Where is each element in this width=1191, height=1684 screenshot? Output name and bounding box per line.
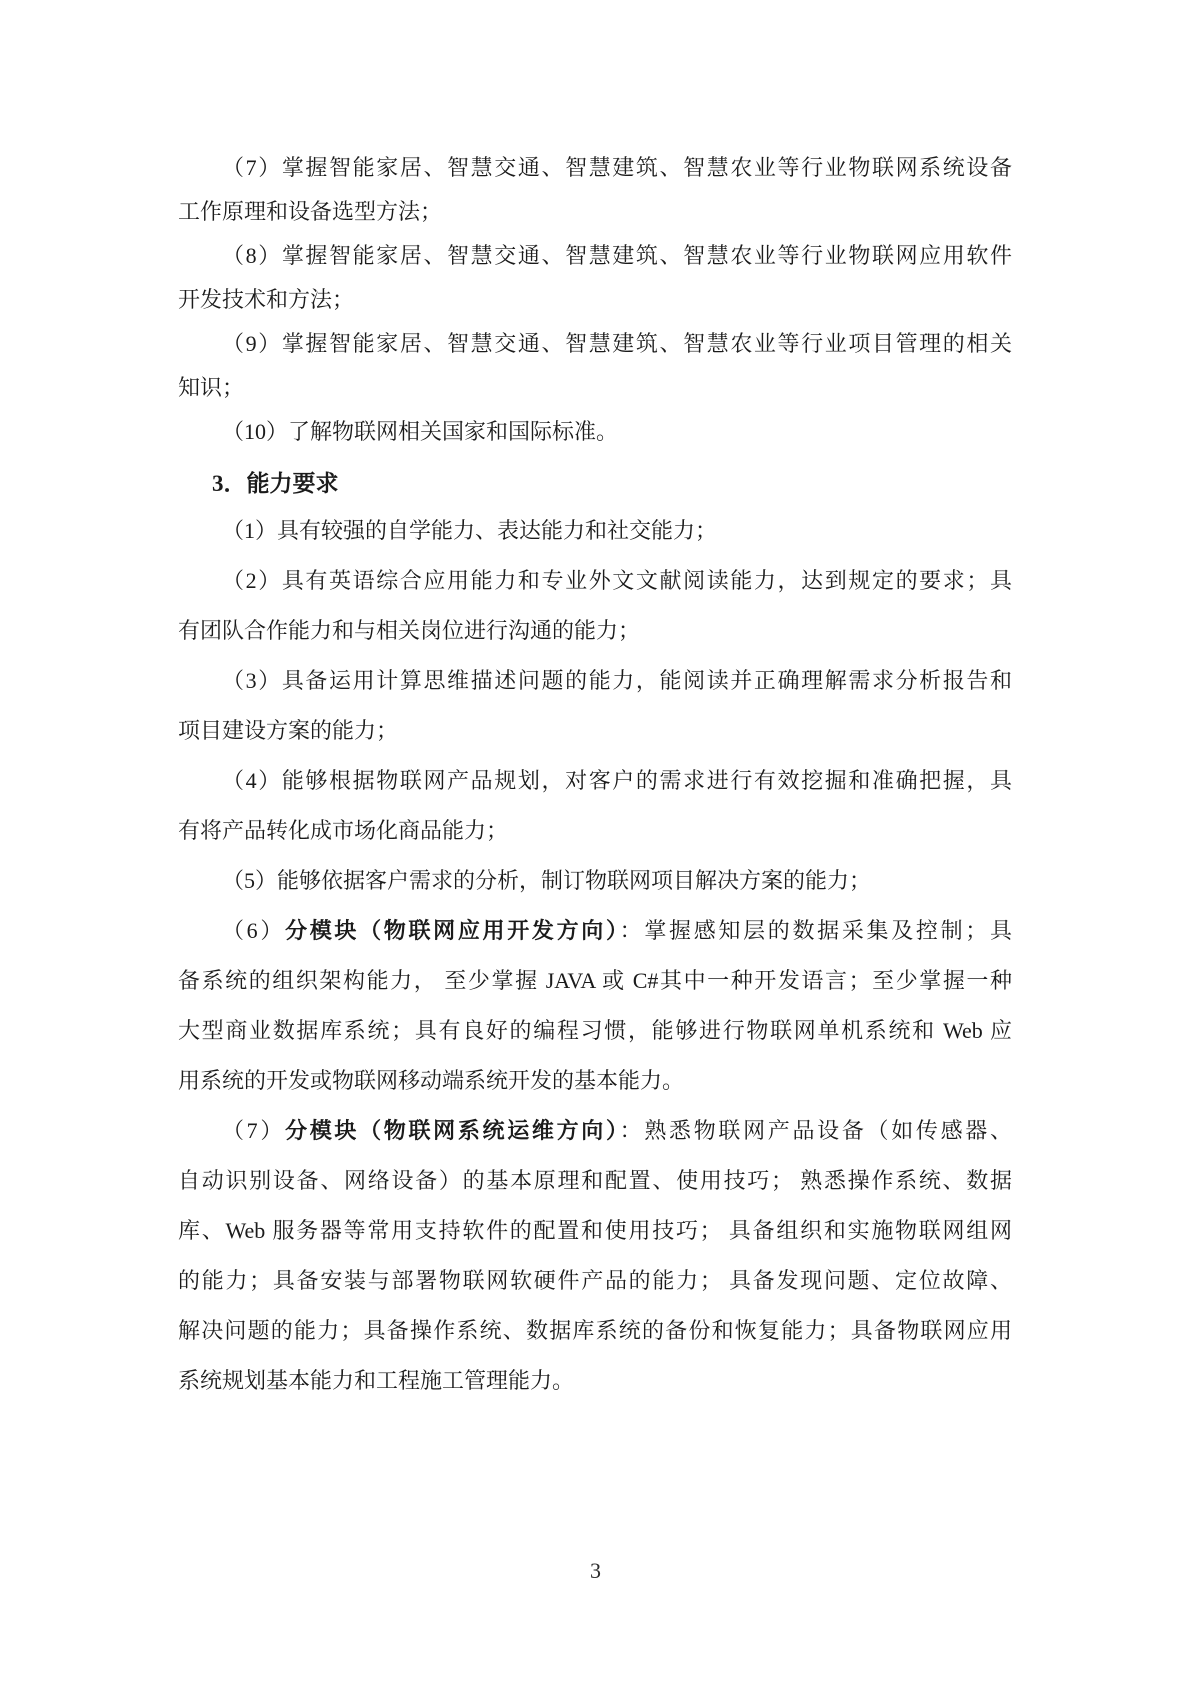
paragraph (178, 410, 1012, 454)
paragraph (178, 462, 1012, 506)
text-line (178, 956, 1012, 1006)
text-block (178, 146, 1012, 1406)
text-run: 库、Web 服务器等常用支持软件的配置和使用技巧； 具备组织和实施物联网组网 (178, 1218, 1012, 1243)
text-line (178, 1306, 1012, 1356)
text-line (178, 146, 1012, 190)
text-line (178, 1106, 1012, 1156)
text-line (178, 656, 1012, 706)
text-run: （1）具有较强的自学能力、表达能力和社交能力； (222, 518, 718, 543)
text-line (178, 1256, 1012, 1306)
paragraph (178, 906, 1012, 1106)
text-line (178, 706, 1012, 756)
text-run: 自动识别设备、网络设备）的基本原理和配置、使用技巧； 熟悉操作系统、数据 (178, 1168, 1012, 1193)
paragraph (178, 656, 1012, 756)
knowledge-items (178, 146, 1012, 454)
text-line (178, 190, 1012, 234)
text-line (178, 1006, 1012, 1056)
page-footer (0, 1556, 1191, 1586)
text-run: 备系统的组织架构能力， 至少掌握 JAVA 或 C#其中一种开发语言；至少掌握一种 (178, 968, 1012, 993)
text-line (178, 906, 1012, 956)
text-line (178, 806, 1012, 856)
paragraph (178, 856, 1012, 906)
text-line (178, 1356, 1012, 1406)
paragraph (178, 506, 1012, 556)
text-run: ：掌握感知层的数据采集及控制；具 (619, 918, 1012, 943)
text-line (178, 756, 1012, 806)
text-run: 用系统的开发或物联网移动端系统开发的基本能力。 (178, 1068, 685, 1093)
text-run: 知识； (178, 375, 245, 400)
text-line (178, 1156, 1012, 1206)
text-run: （4）能够根据物联网产品规划，对客户的需求进行有效挖掘和准确把握，具 (222, 768, 1012, 793)
text-run: （5）能够依据客户需求的分析，制订物联网项目解决方案的能力； (222, 868, 872, 893)
text-line (178, 322, 1012, 366)
text-line (178, 410, 1012, 454)
text-line (178, 278, 1012, 322)
paragraph (178, 556, 1012, 656)
text-line (178, 556, 1012, 606)
text-run: 的能力；具备安装与部署物联网软硬件产品的能力； 具备发现问题、定位故障、 (178, 1268, 1012, 1293)
text-run: 系统规划基本能力和工程施工管理能力。 (178, 1368, 575, 1393)
text-run: 工作原理和设备选型方法； (178, 199, 443, 224)
text-line (178, 462, 1012, 506)
text-run: （7） (222, 1118, 286, 1143)
text-line (178, 856, 1012, 906)
ability-items (178, 506, 1012, 1406)
paragraph (178, 234, 1012, 322)
text-line (178, 1056, 1012, 1106)
text-line (178, 234, 1012, 278)
text-run: （7）掌握智能家居、智慧交通、智慧建筑、智慧农业等行业物联网系统设备 (222, 155, 1012, 180)
text-run: 有将产品转化成市场化商品能力； (178, 818, 509, 843)
paragraph (178, 322, 1012, 410)
bold-text-run: 分模块（物联网系统运维方向） (285, 1118, 620, 1143)
text-run: 项目建设方案的能力； (178, 718, 399, 743)
text-run: ：熟悉物联网产品设备（如传感器、 (619, 1118, 1012, 1143)
text-line (178, 606, 1012, 656)
ability-heading (178, 462, 1012, 506)
paragraph (178, 146, 1012, 234)
text-run: 解决问题的能力；具备操作系统、数据库系统的备份和恢复能力；具备物联网应用 (178, 1318, 1012, 1343)
text-run: 大型商业数据库系统；具有良好的编程习惯，能够进行物联网单机系统和 Web 应 (178, 1018, 1012, 1043)
paragraph (178, 1106, 1012, 1406)
text-line (178, 366, 1012, 410)
text-line (178, 1206, 1012, 1256)
text-run: （10）了解物联网相关国家和国际标准。 (222, 419, 619, 444)
bold-text-run: 3．能力要求 (212, 471, 339, 496)
text-run: 有团队合作能力和与相关岗位进行沟通的能力； (178, 618, 641, 643)
text-run: （3）具备运用计算思维描述问题的能力，能阅读并正确理解需求分析报告和 (222, 668, 1012, 693)
paragraph (178, 756, 1012, 856)
text-run: 开发技术和方法； (178, 287, 355, 312)
text-run: （2）具有英语综合应用能力和专业外文文献阅读能力，达到规定的要求；具 (222, 568, 1012, 593)
text-run: （6） (222, 918, 286, 943)
text-line (178, 506, 1012, 556)
text-run: （9）掌握智能家居、智慧交通、智慧建筑、智慧农业等行业项目管理的相关 (222, 331, 1012, 356)
page-number: 3 (590, 1558, 601, 1583)
text-run: （8）掌握智能家居、智慧交通、智慧建筑、智慧农业等行业物联网应用软件 (222, 243, 1012, 268)
bold-text-run: 分模块（物联网应用开发方向） (285, 918, 620, 943)
